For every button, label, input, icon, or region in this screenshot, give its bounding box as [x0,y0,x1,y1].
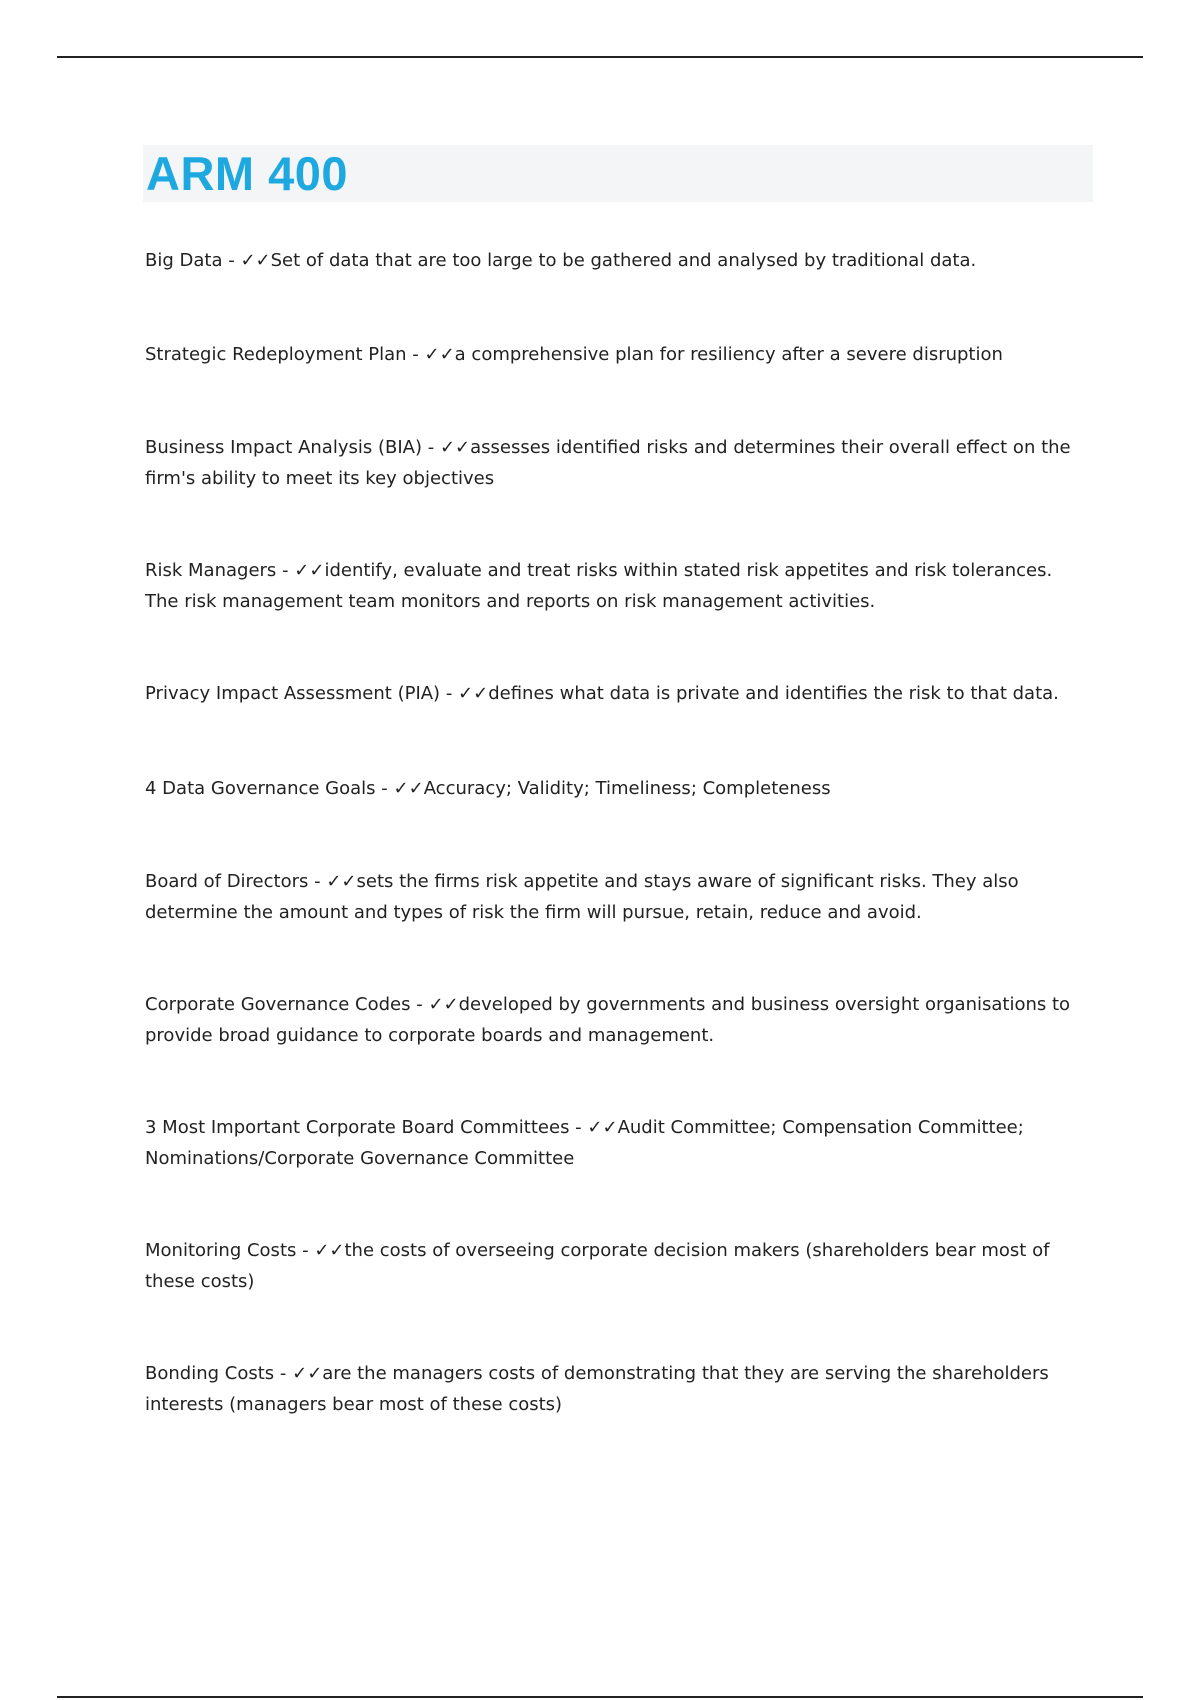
entry-definition: Set of data that are too large to be gathered and analysed by traditional data. [270,250,977,271]
list-item [145,990,1090,1051]
check-marks-icon: ✓✓ [458,683,489,704]
entry-term: Corporate Governance Codes [145,994,411,1015]
list-item [145,1113,1090,1174]
entry-term: Bonding Costs [145,1363,275,1384]
entry-term: 3 Most Important Corporate Board Committees [145,1117,570,1138]
entry-term: 4 Data Governance Goals [145,778,376,799]
entry-definition: defines what data is private and identifies the risk to that data. [488,683,1059,704]
entry-term: Risk Managers [145,560,277,581]
entry-definition: developed by governments and business oversight organisations to provide broad guidance to corporate boards and management. [145,994,1071,1046]
entry-term: Monitoring Costs [145,1240,297,1261]
entry-term: Privacy Impact Assessment (PIA) [145,683,441,704]
entry-term: Business Impact Analysis (BIA) [145,437,422,458]
entry-term: Strategic Redeployment Plan [145,344,407,365]
entry-separator: - [410,994,429,1015]
check-marks-icon: ✓✓ [393,778,424,799]
document-title: ARM 400 [146,147,349,200]
entry-separator: - [406,344,425,365]
entry-term: Board of Directors [145,871,309,892]
entry-definition: the costs of overseeing corporate decision makers (shareholders bear most of these costs) [145,1240,1050,1292]
check-marks-icon: ✓✓ [240,250,271,271]
check-marks-icon: ✓✓ [294,560,325,581]
entry-definition: assesses identified risks and determines their overall effect on the firm's ability to meet its key objectives [145,437,1071,489]
list-item [145,340,1090,371]
header-rule [57,56,1143,58]
check-marks-icon: ✓✓ [587,1117,618,1138]
list-item [145,556,1090,617]
entry-separator: - [222,250,241,271]
list-item [145,1359,1090,1420]
list-item [145,867,1090,928]
list-item [145,679,1090,710]
entry-definition: Accuracy; Validity; Timeliness; Completeness [423,778,831,799]
check-marks-icon: ✓✓ [439,437,471,458]
list-item [145,1236,1090,1297]
footer-rule [57,1696,1143,1698]
entry-term: Big Data [145,250,223,271]
check-marks-icon: ✓✓ [424,344,455,365]
entry-separator: - [296,1240,315,1261]
entry-definition: Audit Committee; Compensation Committee; Nominations/Corporate Governance Committee [145,1117,1024,1169]
list-item [145,774,1090,805]
entry-separator: - [569,1117,588,1138]
check-marks-icon: ✓✓ [314,1240,345,1261]
entry-definition: are the managers costs of demonstrating that they are serving the shareholders interests (managers bear most of these costs) [145,1363,1049,1415]
list-item [145,246,1090,277]
entry-definition: a comprehensive plan for resiliency after a severe disruption [454,344,1003,365]
entry-separator: - [421,437,440,458]
entry-definition: identify, evaluate and treat risks within stated risk appetites and risk tolerances. The risk management team monitors and reports on risk management activities. [145,560,1053,612]
entry-definition: sets the firms risk appetite and stays aware of significant risks. They also determine the amount and types of risk the firm will pursue, retain, reduce and avoid. [145,871,1019,923]
entry-separator: - [276,560,295,581]
list-item [145,433,1090,494]
entry-separator: - [375,778,394,799]
entry-separator: - [274,1363,293,1384]
entry-separator: - [440,683,459,704]
check-marks-icon: ✓✓ [292,1363,323,1384]
check-marks-icon: ✓✓ [428,994,459,1015]
check-marks-icon: ✓✓ [326,871,357,892]
entry-separator: - [308,871,327,892]
